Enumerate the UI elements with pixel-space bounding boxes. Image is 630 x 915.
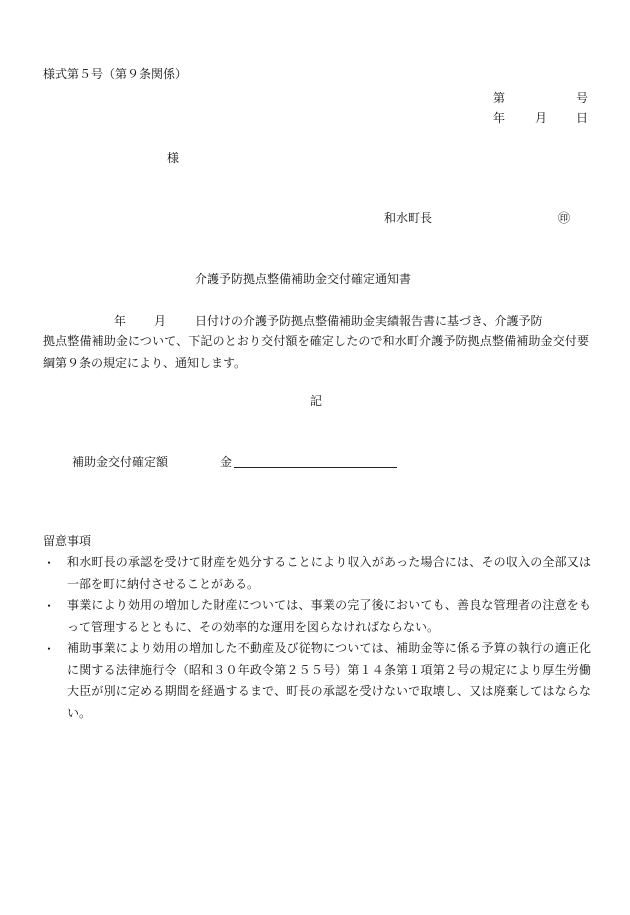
date-day: 日 bbox=[576, 111, 589, 125]
notes-heading: 留意事項 bbox=[43, 534, 92, 548]
amount-label: 補助金交付確定額 bbox=[72, 455, 169, 469]
amount-blank-line bbox=[234, 467, 397, 468]
note-item bbox=[43, 552, 591, 595]
note-text: 補助事業により効用の増加した不動産及び従物については、補助金等に係る予算の執行の適正化に関する法律施行令（昭和３０年政令第２５５号）第１４条第１項第２号の規定により厚生労働大臣が別に定める期間を経過するまで、町長の承認を受けないで取壊し、又は廃棄してはならない。 bbox=[67, 641, 591, 720]
body-first-line: 日付けの介護予防拠点整備補助金実績報告書に基づき、介護予防 bbox=[195, 314, 543, 328]
note-item bbox=[43, 595, 591, 638]
date-year: 年 bbox=[493, 111, 506, 125]
reference-go: 号 bbox=[576, 91, 589, 105]
note-text: 和水町長の承認を受けて財産を処分することにより収入があった場合には、その収入の全部又は一部を町に納付させることがある。 bbox=[67, 555, 591, 591]
bullet-mark: ・ bbox=[43, 642, 56, 656]
form-number: 様式第５号（第９条関係） bbox=[43, 67, 188, 81]
seal-mark: ㊞ bbox=[558, 211, 571, 225]
reference-dai: 第 bbox=[493, 91, 506, 105]
note-item bbox=[43, 638, 591, 724]
ki-label: 記 bbox=[310, 394, 323, 408]
issuer-title: 和水町長 bbox=[384, 211, 433, 225]
document-title: 介護予防拠点整備補助金交付確定通知書 bbox=[195, 272, 412, 286]
bullet-mark: ・ bbox=[43, 556, 56, 570]
body-year: 年 bbox=[114, 314, 127, 328]
note-text: 事業により効用の増加した財産については、事業の完了後においても、善良な管理者の注意をもって管理するとともに、その効率的な運用を図らなければならない。 bbox=[67, 598, 591, 634]
bullet-mark: ・ bbox=[43, 599, 56, 613]
body-month: 月 bbox=[154, 314, 167, 328]
date-month: 月 bbox=[535, 111, 548, 125]
amount-prefix: 金 bbox=[220, 455, 233, 469]
body-paragraph: 拠点整備補助金について、下記のとおり交付額を確定したので和水町介護予防拠点整備補助金交付要綱第９条の規定により、通知します。 bbox=[43, 334, 589, 370]
recipient-suffix: 様 bbox=[167, 151, 180, 165]
